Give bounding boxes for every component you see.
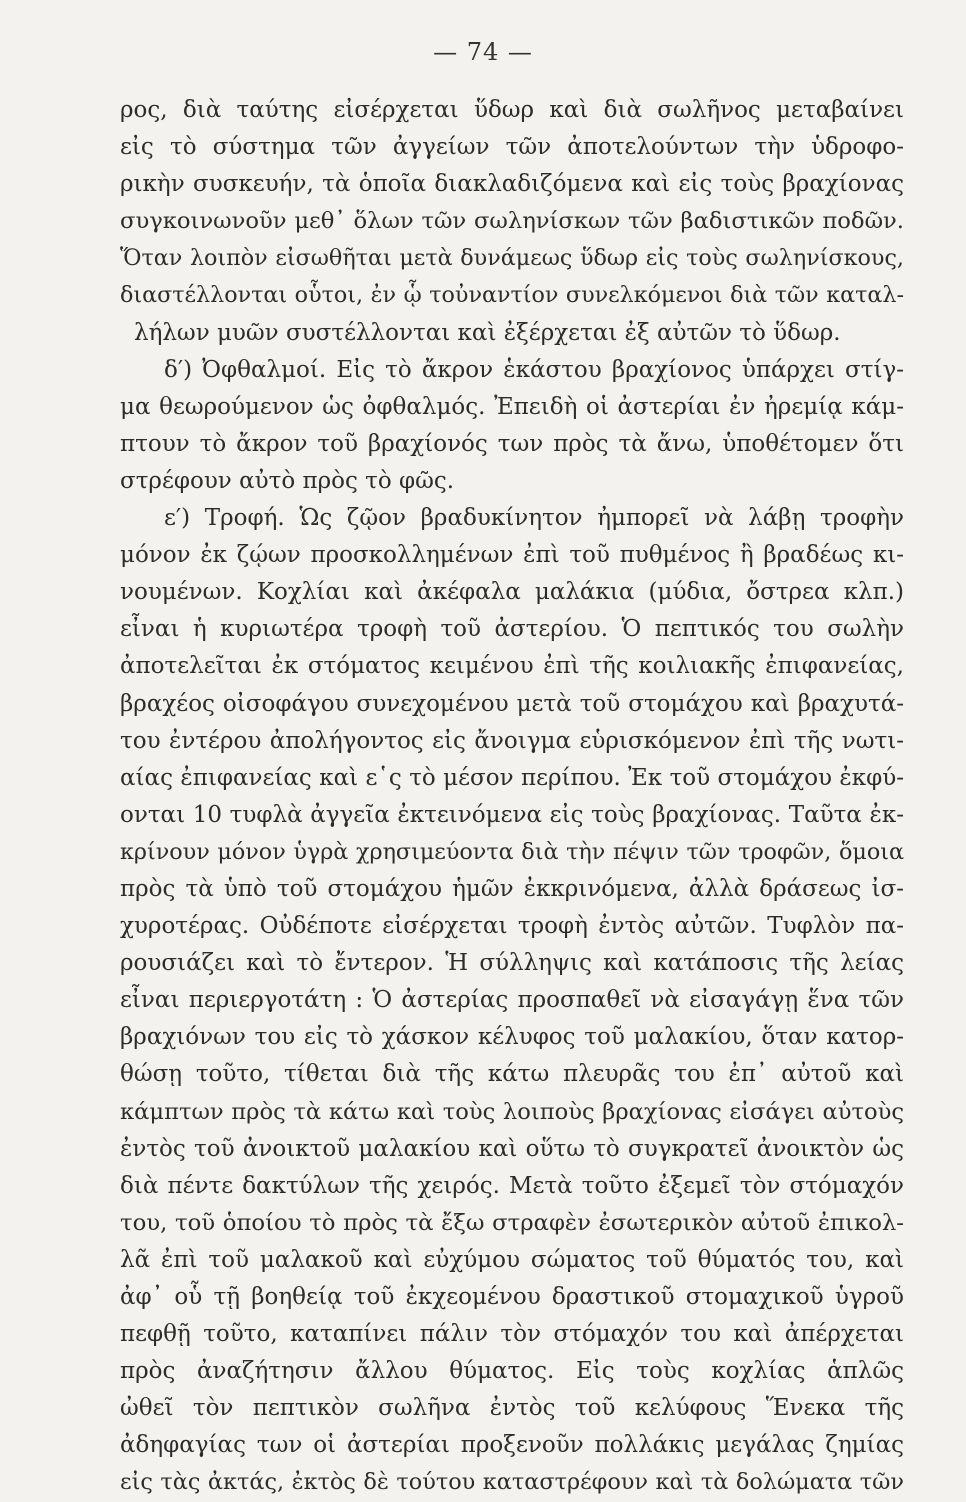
text-line: εἶναι περιεργοτάτη : Ὁ ἀστερίας προσπαθεῖ νὰ εἰσαγάγῃ ἕνα τῶν [120, 987, 904, 1014]
text-line: ἀδηφαγίας των οἱ ἀστερίαι προξενοῦν πολλάκις μεγάλας ζημίας [120, 1432, 904, 1459]
text-line: ὠθεῖ τὸν πεπτικὸν σωλῆνα ἐντὸς τοῦ κελύφους Ἕνεκα τῆς [120, 1395, 904, 1422]
section-heading-line: ε′) Τροφή. Ὡς ζῷον βραδυκίνητον ἠμπορεῖ νὰ λάβῃ τροφὴν [164, 505, 904, 532]
text-line: πρὸς ἀναζήτησιν ἄλλου θύματος. Εἰς τοὺς κοχλίας ἁπλῶς [120, 1358, 904, 1385]
text-line: διαστέλλονται οὗτοι, ἐν ᾧ τοὐναντίον συνελκόμενοι διὰ τῶν καταλ- [120, 282, 904, 309]
text-line: μόνον ἐκ ζῴων προσκολλημένων ἐπὶ τοῦ πυθμένος ἢ βραδέως κι- [120, 542, 904, 569]
text-line: του ἐντέρου ἀπολήγοντος εἰς ἄνοιγμα εὑρισκόμενον ἐπὶ τῆς νωτι- [120, 727, 904, 754]
text-line: συγκοινωνοῦν μεθ᾽ ὅλων τῶν σωληνίσκων τῶν βαδιστικῶν ποδῶν. [120, 208, 904, 235]
text-line: ἀποτελεῖται ἐκ στόματος κειμένου ἐπὶ τῆς κοιλιακῆς ἐπιφανείας, [120, 653, 904, 680]
text-line: αίας ἐπιφανείας καὶ ε῾ς τὸ μέσον περίπου. Ἐκ τοῦ στομάχου ἐκφύ- [120, 764, 904, 791]
text-line: κάμπτων πρὸς τὰ κάτω καὶ τοὺς λοιποὺς βραχίονας εἰσάγει αὐτοὺς [120, 1098, 904, 1125]
text-line: ονται 10 τυφλὰ ἀγγεῖα ἐκτεινόμενα εἰς τοὺς βραχίονας. Ταῦτα ἐκ- [120, 801, 904, 828]
text-line: ρικὴν συσκευήν, τὰ ὁποῖα διακλαδιζόμενα καὶ εἰς τοὺς βραχίονας [120, 171, 904, 198]
body-text [120, 92, 904, 1502]
text-line: λᾶ ἐπὶ τοῦ μαλακοῦ καὶ εὐχύμου σώματος τοῦ θύματός του, καὶ [120, 1246, 904, 1273]
text-line: μα θεωρούμενον ὡς ὀφθαλμός. Ἐπειδὴ οἱ ἀστερίαι ἐν ἠρεμίᾳ κάμ- [120, 393, 904, 420]
text-line: βραχιόνων του εἰς τὸ χάσκον κέλυφος τοῦ μαλακίου, ὅταν κατορ- [120, 1024, 904, 1051]
text-line: στρέφουν αὐτὸ πρὸς τὸ φῶς. [120, 467, 455, 494]
page-number: — 74 — [433, 38, 533, 66]
text-line: εἰς τὸ σύστημα τῶν ἀγγείων τῶν ἀποτελούντων τὴν ὑδροφο- [120, 134, 904, 161]
text-line: πρὸς τὰ ὑπὸ τοῦ στομάχου ἡμῶν ἐκκρινόμενα, ἀλλὰ δράσεως ἰσ- [120, 875, 904, 902]
text-line: ρος, διὰ ταύτης εἰσέρχεται ὕδωρ καὶ διὰ σωλῆνος μεταβαίνει [120, 97, 904, 123]
text-line: χυροτέρας. Οὐδέποτε εἰσέρχεται τροφὴ ἐντὸς αὐτῶν. Τυφλὸν πα- [120, 913, 904, 940]
text-line: νουμένων. Κοχλίαι καὶ ἀκέφαλα μαλάκια (μύδια, ὄστρεα κλπ.) [120, 579, 904, 606]
text-line: λήλων μυῶν συστέλλονται καὶ ἐξέρχεται ἐξ αὐτῶν τὸ ὕδωρ. [134, 319, 841, 346]
text-line: θώσῃ τοῦτο, τίθεται διὰ τῆς κάτω πλευρᾶς του ἐπ᾽ αὐτοῦ καὶ [120, 1061, 904, 1088]
text-line: κρίνουν μόνον ὑγρὰ χρησιμεύοντα διὰ τὴν πέψιν τῶν τροφῶν, ὅμοια [120, 838, 904, 865]
text-line: Ὅταν λοιπὸν εἰσωθῆται μετὰ δυνάμεως ὕδωρ εἰς τοὺς σωληνίσκους, [120, 245, 904, 272]
text-line: πεφθῇ τοῦτο, καταπίνει πάλιν τὸν στόμαχόν του καὶ ἀπέρχεται [120, 1321, 904, 1348]
text-line: εἶναι ἡ κυριωτέρα τροφὴ τοῦ ἀστερίου. Ὁ πεπτικός του σωλὴν [120, 616, 904, 643]
text-line: διὰ πέντε δακτύλων τῆς χειρός. Μετὰ τοῦτο ἐξεμεῖ τὸν στόμαχόν [120, 1172, 904, 1199]
text-line: πτουν τὸ ἄκρον τοῦ βραχίονός των πρὸς τὰ ἄνω, ὑποθέτομεν ὅτι [120, 430, 904, 457]
section-heading-line: δ′) Ὀφθαλμοί. Εἰς τὸ ἄκρον ἑκάστου βραχίονος ὑπάρχει στίγ- [164, 356, 904, 383]
text-line: εἰς τὰς ἀκτάς, ἐκτὸς δὲ τούτου καταστρέφουν καὶ τὰ δολώματα τῶν [120, 1469, 904, 1496]
text-line: βραχέος οἰσοφάγου συνεχομένου μετὰ τοῦ στομάχου καὶ βραχυτά- [120, 690, 904, 717]
text-line: του, τοῦ ὁποίου τὸ πρὸς τὰ ἔξω στραφὲν ἐσωτερικὸν αὐτοῦ ἐπικολ- [120, 1209, 904, 1236]
text-line: ἐντὸς τοῦ ἀνοικτοῦ μαλακίου καὶ οὕτω τὸ συγκρατεῖ ἀνοικτὸν ὡς [120, 1135, 904, 1162]
text-line: ἀφ᾽ οὗ τῇ βοηθείᾳ τοῦ ἐκχεομένου δραστικοῦ στομαχικοῦ ὑγροῦ [120, 1284, 904, 1310]
text-line: ρουσιάζει καὶ τὸ ἔντερον. Ἡ σύλληψις καὶ κατάποσις τῆς λείας [120, 950, 904, 977]
